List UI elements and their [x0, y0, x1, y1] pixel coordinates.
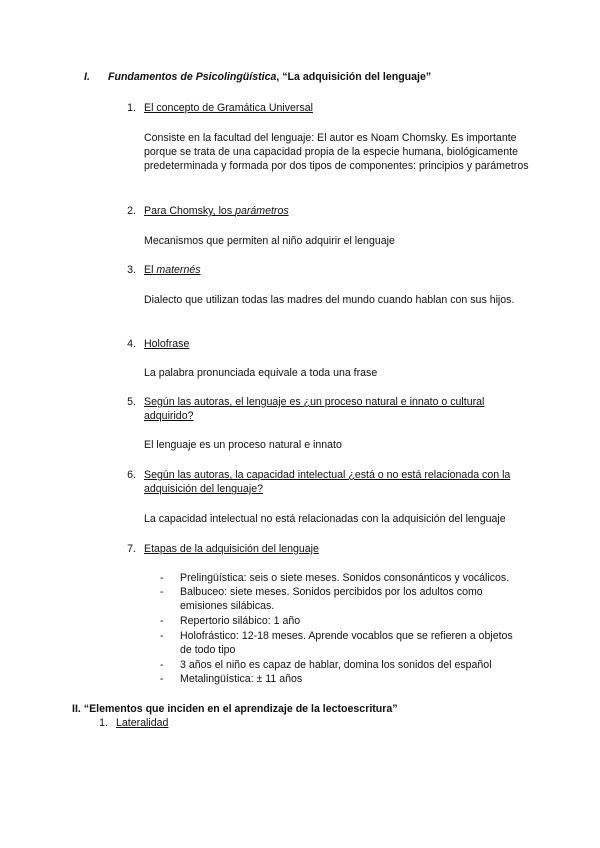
section-1-title-rest: , “La adquisición del lenguaje” [276, 71, 432, 83]
bullet-item: 3 años el niño es capaz de hablar, domina los sonidos del español [180, 659, 492, 671]
item-6-number: 6. [127, 469, 136, 481]
bullet-item: Holofrástico: 12-18 meses. Aprende vocablos que se refieren a objetos de todo tipo [180, 630, 513, 657]
item-2-body: Mecanismos que permiten al niño adquirir el lenguaje [144, 235, 395, 247]
bullet-item: Repertorio silábico: 1 año [180, 615, 301, 627]
bullet-dash: - [160, 586, 164, 598]
item-7-number: 7. [127, 543, 136, 555]
bullet-dash: - [160, 659, 164, 671]
item-2-heading-text: Para Chomsky, los [144, 205, 236, 217]
item-3-heading [144, 263, 201, 277]
item-1-number: 1. [127, 102, 136, 114]
item-3-number: 3. [127, 264, 136, 276]
item-4-number: 4. [127, 338, 136, 350]
section-1-title [108, 70, 431, 84]
item-3-heading-text: El [144, 264, 157, 276]
item-1-body: Consiste en la facultad del lenguaje: El autor es Noam Chomsky. Es importante porque se trata de una capacidad propia de la especie humana, biológicamente predeterminada y formada por dos tipos de componentes: principios y parámetros [144, 132, 529, 173]
bullet-dash: - [160, 615, 164, 627]
item-2-heading-italic: parámetros [235, 205, 289, 217]
section-2-item-lateralidad: Lateralidad [116, 717, 169, 729]
bullet-dash: - [160, 673, 164, 685]
item-6-body: La capacidad intelectual no está relacionadas con la adquisición del lenguaje [144, 513, 506, 525]
item-4-heading: Holofrase [144, 338, 190, 350]
section-1-numeral: I. [84, 71, 90, 83]
item-5-number: 5. [127, 396, 136, 408]
item-2-number: 2. [127, 205, 136, 217]
item-3-body: Dialecto que utilizan todas las madres del mundo cuando hablan con sus hijos. [144, 294, 515, 306]
item-7-heading: Etapas de la adquisición del lenguaje [144, 543, 319, 555]
section-1-title-italic: Fundamentos de Psicolingüística [108, 71, 277, 83]
item-1-heading: El concepto de Gramática Universal [144, 102, 313, 114]
item-3-heading-italic: maternés [156, 264, 201, 276]
bullet-item: Metalingüística: ± 11 años [180, 673, 303, 685]
bullet-item: Balbuceo: siete meses. Sonidos percibidos por los adultos como emisiones silábicas. [180, 586, 483, 613]
item-6-heading: Según las autoras, la capacidad intelectual ¿está o no está relacionada con la adquisición del lenguaje? [144, 469, 511, 496]
item-5-heading: Según las autoras, el lenguaje es ¿un proceso natural e innato o cultural adquirido? [144, 396, 485, 423]
item-5-body: El lenguaje es un proceso natural e innato [144, 439, 342, 451]
section-2-item-number: 1. [99, 717, 108, 729]
bullet-dash: - [160, 630, 164, 642]
item-2-heading [144, 204, 289, 218]
section-2-title: II. “Elementos que inciden en el aprendizaje de la lectoescritura” [72, 703, 398, 715]
item-4-body: La palabra pronunciada equivale a toda una frase [144, 367, 378, 379]
bullet-item: Prelingüística: seis o siete meses. Sonidos consonánticos y vocálicos. [180, 572, 510, 584]
bullet-dash: - [160, 572, 164, 584]
